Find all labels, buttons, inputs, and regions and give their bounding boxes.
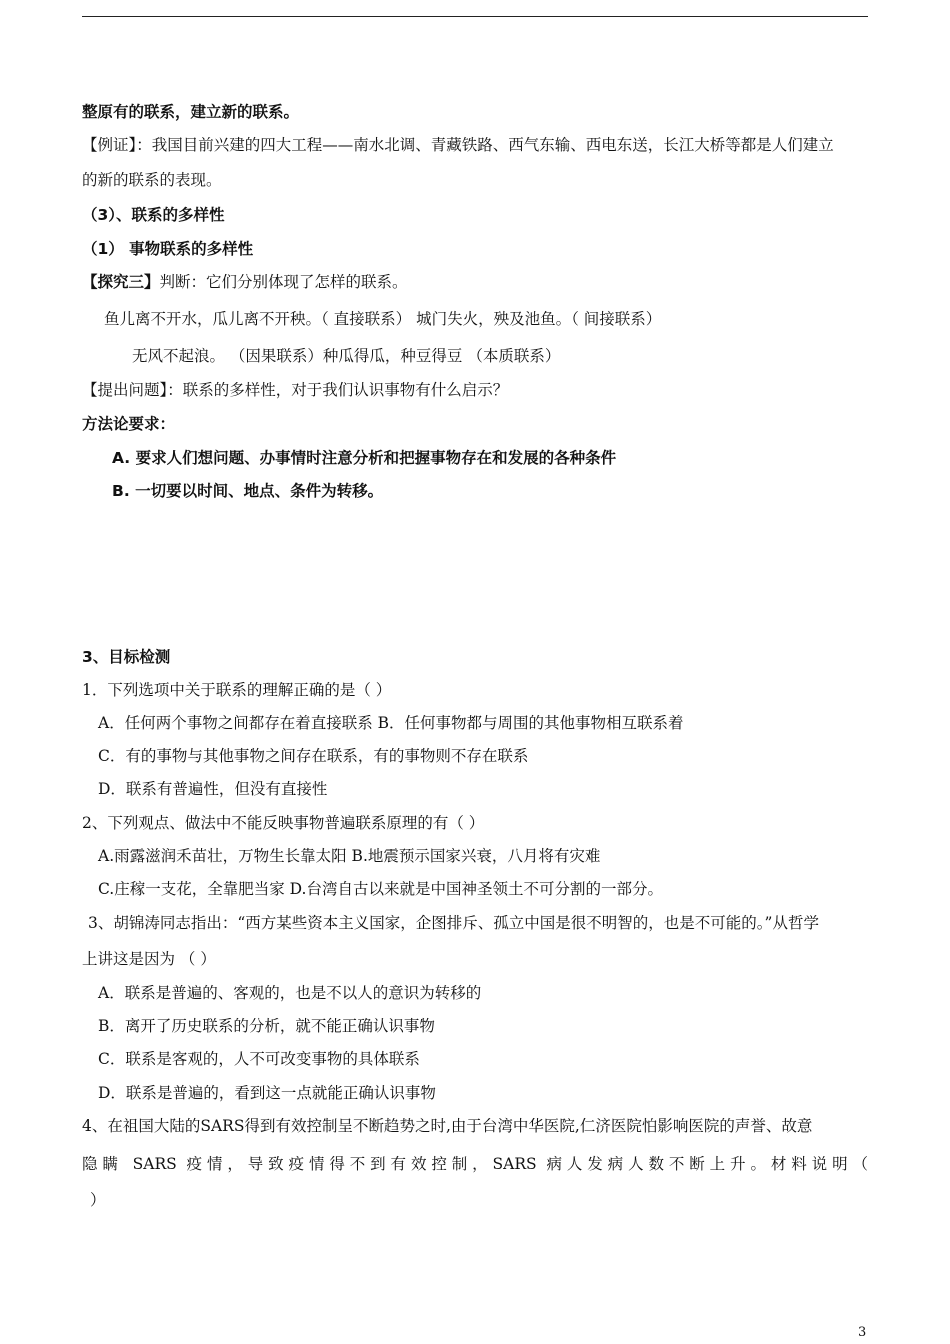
section-heading-diversity: （3）、联系的多样性: [82, 206, 225, 224]
question-4-line-1: 4、在祖国大陆的SARS得到有效控制呈不断趋势之时,由于台湾中华医院,仁济医院怕影响医院的声誉、故意: [82, 1117, 813, 1135]
question-3-option-d: D．联系是普遍的，看到这一点就能正确认识事物: [98, 1084, 436, 1102]
question-4-line-3: ）: [90, 1191, 106, 1209]
header-rule: [82, 16, 868, 17]
question-1-option-c: C．有的事物与其他事物之间存在联系，有的事物则不存在联系: [98, 747, 529, 765]
question-3-option-c: C．联系是客观的，人不可改变事物的具体联系: [98, 1050, 420, 1068]
idiom-line-1: 鱼儿离不开水，瓜儿离不开秧。（ 直接联系） 城门失火，殃及池鱼。（ 间接联系）: [104, 310, 662, 328]
methodology-item-a: A. 要求人们想问题、办事情时注意分析和把握事物存在和发展的各种条件: [112, 449, 617, 467]
example-line-1: 【例证】：我国目前兴建的四大工程——南水北调、青藏铁路、西气东输、西电东送，长江大桥等都是人们建立: [82, 136, 834, 154]
idiom-line-2: 无风不起浪。 （因果联系）种瓜得瓜，种豆得豆 （本质联系）: [132, 347, 561, 365]
page-number: 3: [858, 1325, 867, 1340]
question-3-option-a: A．联系是普遍的、客观的，也是不以人的意识为转移的: [98, 984, 482, 1002]
question-3-line-2: 上讲这是因为 （ ）: [82, 950, 216, 968]
question-1-option-d: D．联系有普遍性，但没有直接性: [98, 780, 328, 798]
question-4-line-2: 隐瞒 SARS 疫情，导致疫情得不到有效控制，SARS 病人发病人数不断上升。材料说明（: [82, 1155, 868, 1173]
methodology-item-b: B. 一切要以时间、地点、条件为转移。: [112, 482, 384, 500]
explore-three-line: [82, 272, 408, 292]
question-2-options-cd: C.庄稼一支花，全靠肥当家 D.台湾自古以来就是中国神圣领土不可分割的一部分。: [98, 880, 663, 898]
explore-three-text: 判断：它们分别体现了怎样的联系。: [159, 273, 408, 291]
question-2: 2、下列观点、做法中不能反映事物普遍联系原理的有（ ）: [82, 814, 485, 832]
question-line: 【提出问题】：联系的多样性，对于我们认识事物有什么启示？: [82, 381, 509, 399]
target-check-heading: 3、目标检测: [82, 648, 171, 666]
question-3-line-1: 3、胡锦涛同志指出：“西方某些资本主义国家，企图排斥、孤立中国是很不明智的，也是不可能的。”从哲学: [88, 914, 819, 932]
example-line-2: 的新的联系的表现。: [82, 171, 222, 189]
text-line-continuation: 整原有的联系，建立新的联系。: [82, 103, 300, 121]
question-1-options-ab: A．任何两个事物之间都存在着直接联系 B．任何事物都与周围的其他事物相互联系着: [98, 714, 684, 732]
question-3-option-b: B．离开了历史联系的分析，就不能正确认识事物: [98, 1017, 435, 1035]
subsection-heading: （1） 事物联系的多样性: [82, 240, 254, 258]
methodology-heading: 方法论要求：: [82, 415, 176, 433]
explore-three-label: 【探究三】: [82, 273, 160, 291]
question-2-options-ab: A.雨露滋润禾苗壮，万物生长靠太阳 B.地震预示国家兴衰，八月将有灾难: [98, 847, 601, 865]
question-1: 1．下列选项中关于联系的理解正确的是（ ）: [82, 681, 392, 699]
